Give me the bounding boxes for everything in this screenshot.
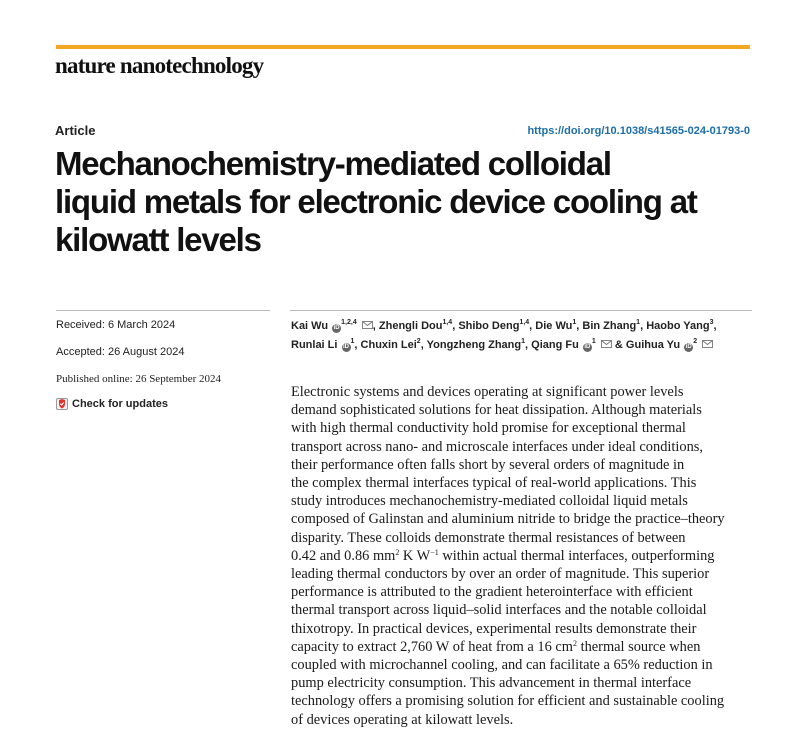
meta-divider xyxy=(56,310,270,311)
abstract-line: composed of Galinstan and aluminium nitride to bridge the practice–theory xyxy=(291,511,725,528)
author[interactable]: Die Wu$^1$ xyxy=(535,319,577,332)
author[interactable]: Kai Wu iD$^{1,2,4}$ xyxy=(291,320,373,332)
abstract-line: transport across nano- and microscale interfaces under ideal conditions, xyxy=(291,438,703,455)
abstract-line: pump electricity consumption. This advancement in thermal interface xyxy=(291,675,692,692)
abstract-line: the complex thermal interfaces typical of real-world applications. This xyxy=(291,475,697,492)
author[interactable]: Yongzheng Zhang$^1$ xyxy=(426,338,526,351)
published-date: Published online: 26 September 2024 xyxy=(56,373,221,385)
journal-accent-bar xyxy=(56,45,750,49)
journal-name: nature nanotechnology xyxy=(55,53,264,78)
orcid-icon[interactable]: iD xyxy=(685,344,692,350)
abstract-line: Electronic systems and devices operating at significant power levels xyxy=(291,384,684,400)
check-updates-icon xyxy=(56,398,68,410)
abstract-line: of devices operating at kilowatt levels. xyxy=(291,711,514,728)
accepted-date: Accepted: 26 August 2024 xyxy=(56,346,185,358)
author[interactable]: Haobo Yang$^3$ xyxy=(646,319,714,332)
author[interactable]: Chuxin Lei$^2$ xyxy=(360,338,421,351)
orcid-icon[interactable]: iD xyxy=(584,344,591,350)
title-line: kilowatt levels xyxy=(55,221,261,258)
check-updates-label: Check for updates xyxy=(72,398,168,410)
article-type: Article xyxy=(55,123,96,138)
check-for-updates-button[interactable] xyxy=(56,398,168,410)
orcid-icon[interactable]: iD xyxy=(343,344,350,350)
abstract-line: 0.42 and 0.86 $mm^2$ K $W^{-1}$ within actual thermal interfaces, outperforming xyxy=(291,547,715,564)
orcid-icon[interactable]: iD xyxy=(333,325,340,331)
received-date: Received: 6 March 2024 xyxy=(56,319,176,331)
doi-link[interactable]: https://doi.org/10.1038/s41565-024-01793-0 xyxy=(527,125,750,137)
title-line: liquid metals for electronic device cooling at xyxy=(55,183,697,220)
abstract-line: disparity. These colloids demonstrate thermal resistances of between xyxy=(291,529,686,546)
abstract-line: performance is attributed to the gradient heterointerface with efficient xyxy=(291,584,693,601)
title-line: Mechanochemistry-mediated colloidal xyxy=(55,145,611,182)
author-list: Kai Wu iD$^{1,2,4}$ , Zhengli Dou$^{1,4}$, Shibo Deng$^{1,4}$, Die Wu$^1$, Bin Zhang$^1$, Haobo Yang$^3$, Runlai Li $iD^1$, Chuxin Lei$^2$, Yongzheng Zhang$^1$, Qiang Fu $iD^1$ & Guihua Yu $iD^2$ xyxy=(291,319,717,351)
author[interactable]: Shibo Deng$^{1,4}$ xyxy=(458,319,530,332)
abstract-line: with high thermal conductivity hold promise for exceptional thermal xyxy=(291,420,686,437)
author[interactable]: Zhengli Dou$^{1,4}$ xyxy=(378,319,453,332)
abstract-line: leading thermal conductors by over an order of magnitude. This superior xyxy=(291,566,710,583)
author[interactable]: Guihua Yu $iD^2$ xyxy=(626,339,713,351)
abstract-line: their performance often falls short by several orders of magnitude in xyxy=(291,456,685,473)
author[interactable]: Qiang Fu $iD^1$ xyxy=(531,339,612,351)
authors-divider xyxy=(290,310,752,311)
abstract xyxy=(291,383,761,729)
author[interactable]: Bin Zhang$^1$ xyxy=(582,319,641,332)
abstract-line: capacity to extract 2,760 W of heat from a 16 $cm^2$ thermal source when xyxy=(291,638,701,655)
email-icon[interactable] xyxy=(362,321,373,329)
email-icon[interactable] xyxy=(601,340,612,348)
abstract-line: study introduces mechanochemistry-mediated colloidal liquid metals xyxy=(291,493,688,510)
abstract-line: coupled with microchannel cooling, and can facilitate a 65% reduction in xyxy=(291,657,713,674)
email-icon[interactable] xyxy=(702,340,713,348)
abstract-line: thixotropy. In practical devices, experimental results demonstrate their xyxy=(291,620,697,637)
abstract-line: demand sophisticated solutions for heat dissipation. Although materials xyxy=(291,402,702,419)
abstract-line: thermal transport across liquid–solid interfaces and the notable colloidal xyxy=(291,602,707,619)
article-title xyxy=(55,145,755,259)
author[interactable]: Runlai Li $iD^1$ xyxy=(291,338,355,351)
abstract-line: technology offers a promising solution for efficient and sustainable cooling xyxy=(291,693,725,710)
